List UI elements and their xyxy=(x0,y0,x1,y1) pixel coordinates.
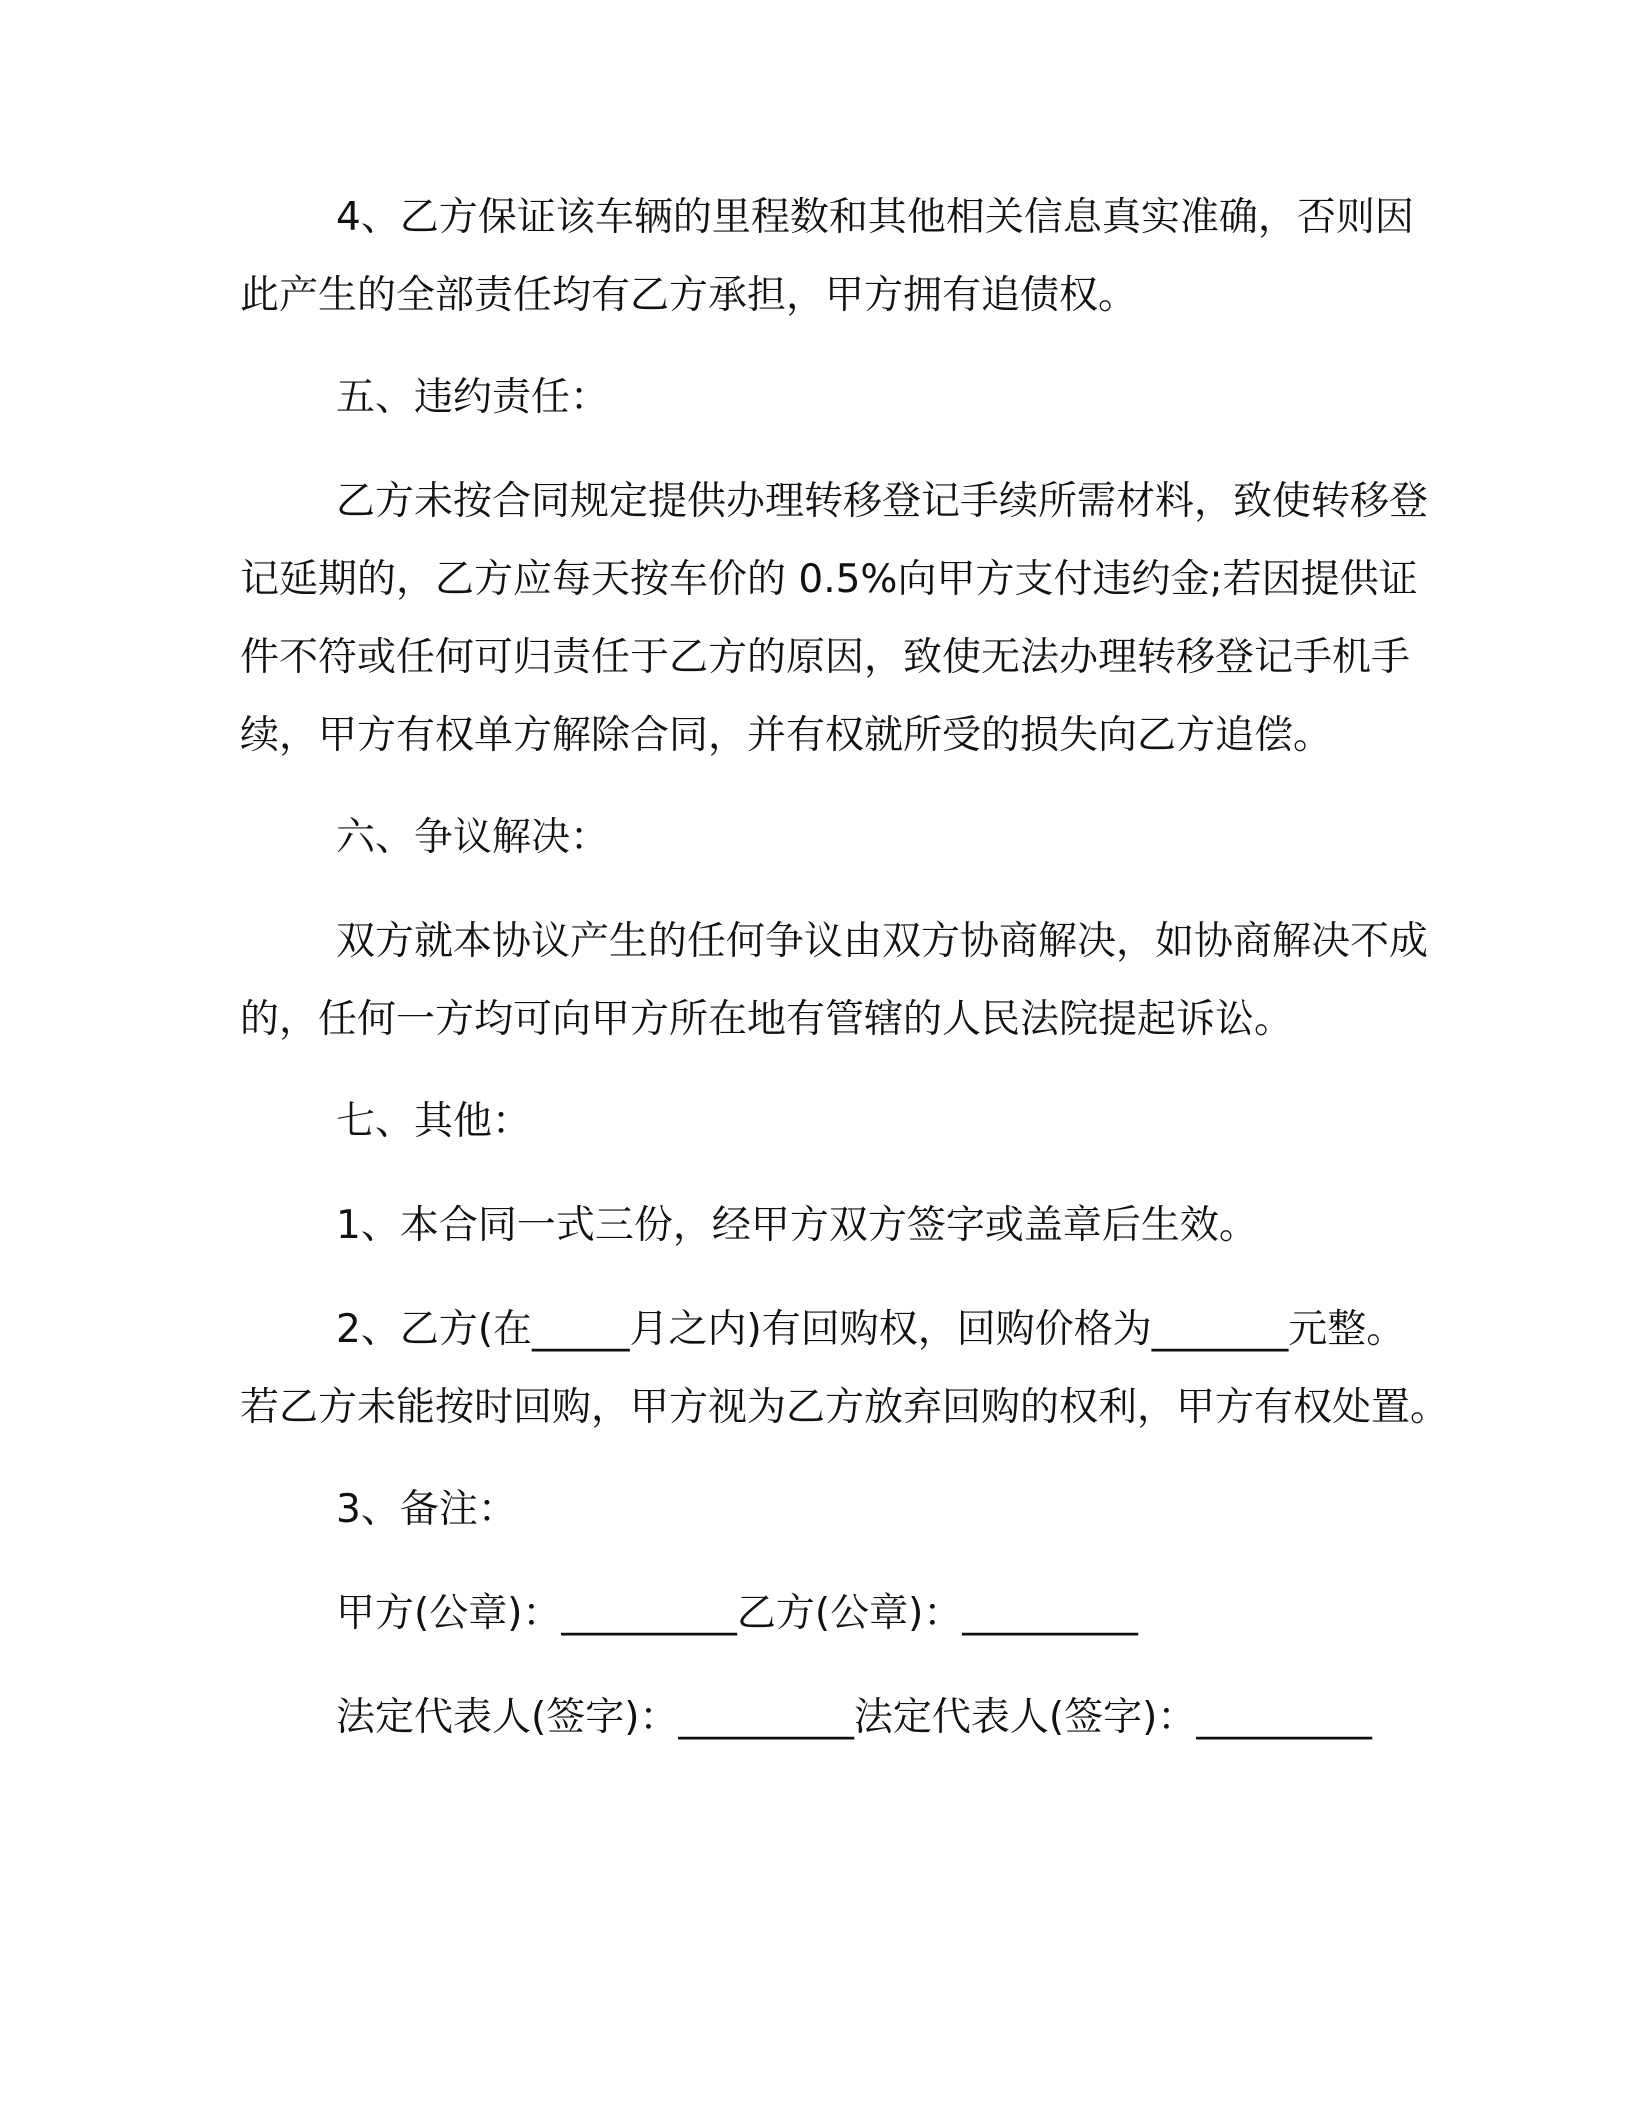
dispute-text-line-2: 的，任何一方均可向甲方所在地有管辖的人民法院提起诉讼。 xyxy=(240,997,1294,1042)
representative-signature-line: 法定代表人(签字)：_________法定代表人(签字)：_________ xyxy=(336,1695,1372,1740)
clause-4-line-1: 4、乙方保证该车辆的里程数和其他相关信息真实准确，否则因 xyxy=(336,195,1414,240)
clause-4-line-2: 此产生的全部责任均有乙方承担，甲方拥有追债权。 xyxy=(240,273,1138,318)
other-item-1: 1、本合同一式三份，经甲方双方签字或盖章后生效。 xyxy=(336,1203,1258,1248)
other-item-3-remarks: 3、备注： xyxy=(336,1487,517,1532)
breach-text-line-4: 续，甲方有权单方解除合同，并有权就所受的损失向乙方追偿。 xyxy=(240,713,1333,758)
breach-text-line-2: 记延期的，乙方应每天按车价的 0.5%向甲方支付违约金;若因提供证 xyxy=(240,557,1418,602)
breach-text-line-3: 件不符或任何可归责任于乙方的原因，致使无法办理转移登记手机手 xyxy=(240,635,1411,680)
heading-breach-liability: 五、违约责任： xyxy=(336,375,610,420)
other-item-2-line-2: 若乙方未能按时回购，甲方视为乙方放弃回购的权利，甲方有权处置。 xyxy=(240,1385,1450,1430)
heading-other: 七、其他： xyxy=(336,1099,532,1144)
breach-text-line-1: 乙方未按合同规定提供办理转移登记手续所需材料，致使转移登 xyxy=(336,479,1429,524)
seal-signature-line: 甲方(公章)：_________乙方(公章)：_________ xyxy=(336,1591,1138,1636)
other-item-2-line-1: 2、乙方(在_____月之内)有回购权，回购价格为_______元整。 xyxy=(336,1307,1406,1352)
heading-dispute-resolution: 六、争议解决： xyxy=(336,815,610,860)
dispute-text-line-1: 双方就本协议产生的任何争议由双方协商解决，如协商解决不成 xyxy=(336,919,1429,964)
